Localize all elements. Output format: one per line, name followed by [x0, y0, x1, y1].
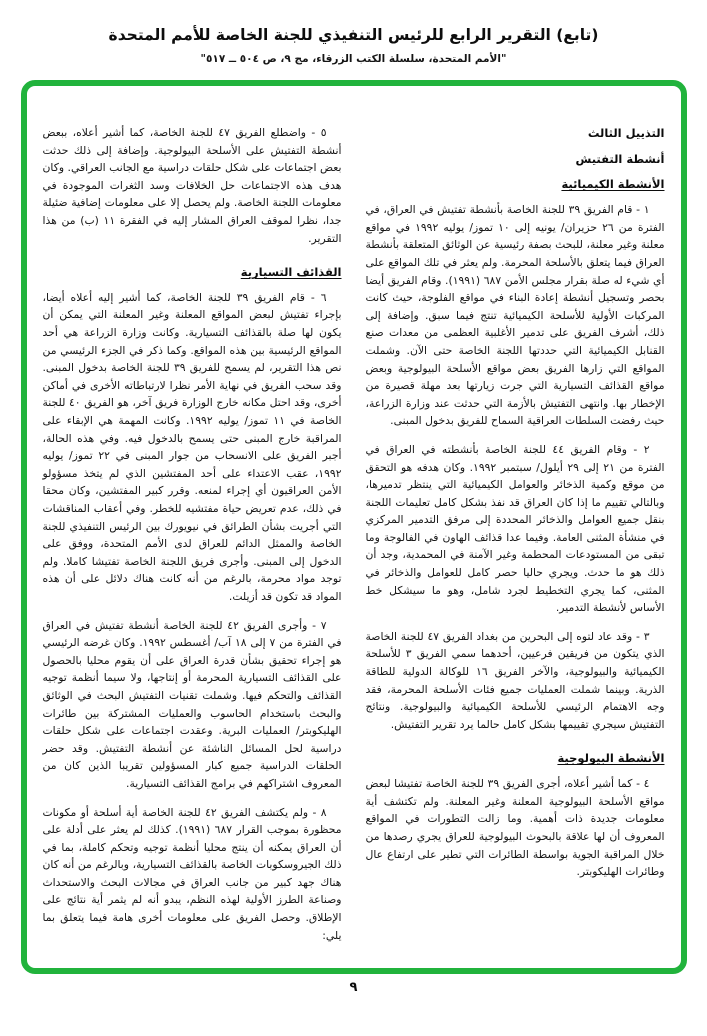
paragraph-3: ٣ - وقد عاد لتوه إلى البحرين من بغداد الفريق ٤٧ للجنة الخاصة الذي يتكون من فريقين فرعيين، أحدهما سمي الفريق ٣ للأسلحة الكيميائية والبيولوجية، والآخر الفريق ١٦ للوكالة الدولية للطاقة الذرية. وبينما شملت العمليات جميع فئات الأسلحة المحرمة، فقد وجه الاهتمام الرئيسي للأسلحة الكيميائية والبيولوجية. ونتائج التفتيش سيجري تقييمها بشكل كامل حالما يرد تقرير التفتيش. — [365, 629, 665, 731]
page-title: (تابع) التقرير الرابع للرئيس التنفيذي للجنة الخاصة للأمم المتحدة — [108, 26, 599, 44]
column-right — [366, 124, 665, 954]
paragraph-1: ١ - قام الفريق ٣٩ للجنة الخاصة بأنشطة تفتيش في العراق، في الفترة من ٢٦ حزيران/ يونيه إلى ١٠ تموز/ يوليه ١٩٩٢ في مواقع معلنة وغير معلنة، للبحث بصفة رئيسية عن الوثائق المتعلقة بأنشطة العراق فيما يتعلق بالأسلحة المحرمة. ولم يعثر في تلك المواقع على أي شيء له صلة بقرار مجلس الأمن ٦٨٧ (١٩٩١). وقام الفريق أيضا بحصر وتسجيل أنشطة إعادة البناء في مواقع الفلوجة، حيث كانت المركبات الأولية للأسلحة الكيميائية تنتج فيما سبق. وإضافة إلى ذلك، أشرف الفريق على تدمير الأغلبية العظمى من معدات صنع القنابل الكيميائية التي حددتها اللجنة الخاصة حتى الآن. وشملت المواقع التي زارها الفريق بعض مواقع الأسلحة البيولوجية وبعض مواقع القذائف التسيارية التي جرت زيارتها بعد مهلة قصيرة من الإخطار بها. وانتهى التفتيش بالأزمة التي حدثت عند وزارة الزراعة، حيث رفضت السلطات العراقية السماح للفريق بدخول المبنى. — [365, 203, 665, 428]
paragraph-6: ٦ - قام الفريق ٣٩ للجنة الخاصة، كما أشير إليه أعلاه أيضا، بإجراء تفتيش لبعض المواقع المعلنة وغير المعلنة التي يمكن أن يكون لها صلة بالقذائف التسيارية. وكانت وزارة الزراعة هي أحد المواقع الرئيسية بين هذه المواقع. وكما ذكر في الجزء الرئيسي من نص هذا التقرير، لم يسمح للفريق ٣٩ للجنة الخاصة بدخول المبنى. وقد سحب الفريق في نهاية الأمر نظرا لارتباطاته الأخرى في أماكن أخرى، وقد احتل مكانه خارج الوزارة فريق آخر، هو الفريق ٤٠ للجنة الخاصة في ١١ تموز/ يوليه ١٩٩٢. وكانت المهمة هي الإبقاء على المراقبة خارج المبنى حتى يسمح بالدخول فيه. وفي هذه الحالة، أجبر الفريق على الانسحاب من جوار المبنى في ٢٢ تموز/ يوليه ١٩٩٢، عقب الاعتداء على أحد المفتشين الذي لم يتخذ مسؤولو الأمن العراقيون أي إجراء لمنعه. وقرر كبير المفتشين، وكان محقا في ذلك، عدم تعريض حياة مفتشيه للخطر. وفي أعقاب المناقشات التي أجريت بشأن الطرائق في نيويورك بين الرئيس التنفيذي للجنة الخاصة والممثل الدائم للعراق لدى الأمم المتحدة، ووفق على الدخول إلى المبنى. وأجرى فريق اللجنة الخاصة تفتيشا كاملا. ولم توجد مواد محرمة، بالرغم من أنه كانت هناك دلائل على أن هذه المواد قد تكون قد أزيلت. — [42, 290, 342, 603]
inspection-activities-heading: أنشطة التفتيش — [575, 151, 665, 166]
column-left — [43, 124, 342, 954]
paragraph-8: ٨ - ولم يكتشف الفريق ٤٢ للجنة الخاصة أية أسلحة أو مكونات محظورة بموجب القرار ٦٨٧ (١٩٩١). كذلك لم يعثر على أدلة على أن العراق يمكنه أن ينتج محليا أنظمة توجيه وتحكم كاملة، بما في ذلك الجيروسكوبات الخاصة بالقذائف التسيارية، وبالرغم من أنه كان هناك جهد كبير من جانب العراق في مجالات البحث والاستحداث وصناعة الطرز الأولية لهذه النظم، يبدو أنه لم يثمر أية نتائج على الإطلاق. وحصل الفريق على معلومات أخرى هامة فيما يتعلق بما يلي: — [42, 805, 342, 942]
two-column-layout — [43, 124, 665, 954]
page-number: ٩ — [349, 980, 358, 995]
paragraph-4: ٤ - كما أشير أعلاه، أجرى الفريق ٣٩ للجنة الخاصة تفتيشا لبعض مواقع الأسلحة البيولوجية المعلنة وغير المعلنة. ولم تكتشف أية معلومات جديدة ذات أهمية. وما زالت التطورات في المواقع المعروف أن لها علاقة بالبحوث البيولوجية للعراق يجري رصدها من خلال المراقبة الجوية بواسطة الطائرات التي تطير على ارتفاع عال وطائرات الهليكوبتر. — [365, 777, 665, 879]
ballistic-missiles-heading: القذائف التسيارية — [240, 265, 342, 280]
paragraph-7: ٧ - وأجرى الفريق ٤٢ للجنة الخاصة أنشطة تفتيش في العراق في الفترة من ٧ إلى ١٨ آب/ أغسطس ١٩٩٢. وكان غرضه الرئيسي هو إجراء تحقيق بشأن قدرة العراق على أن يقوم محليا بالحصول على القذائف التسيارية المحرمة أو إنتاجها، ولا سيما أنظمة توجيه القذائف والتحكم فيها. وشملت تقنيات التفتيش البحث في الوثائق والبحث باستخدام الحاسوب والعمليات المشتركة بين طائرات الهليكوبتر/ العمليات البرية. وعقدت اجتماعات على شكل حلقات دراسية لحل المسائل الناشئة عن أنشطة التفتيش. وقد حضر الحلقات الدراسية جميع كبار المسؤولين تقريبا الذين كان من المعروف اشتراكهم في برامج القذائف التسيارية. — [42, 618, 342, 790]
document-header — [0, 0, 707, 65]
paragraph-5: ٥ - واضطلع الفريق ٤٧ للجنة الخاصة، كما أشير أعلاه، ببعض أنشطة التفتيش على الأسلحة البيولوجية. وإضافة إلى ذلك حدثت بعض اجتماعات على شكل حلقات دراسية مع الجانب العراقي. وكان هدف هذه الاجتماعات حل الخلافات وسد الثغرات الموجودة في معلومات اللجنة الخاصة. ولم يحصل إلا على معلومات إضافية ضئيلة جدا، نظرا لموقف العراق المشار إليه في الفقرة ١١ (ب) من هذا التقرير. — [42, 126, 342, 245]
biological-activities-heading: الأنشطة البيولوجية — [557, 751, 665, 766]
content-frame — [21, 80, 687, 974]
chemical-activities-heading: الأنشطة الكيميائية — [561, 177, 665, 192]
paragraph-2: ٢ - وقام الفريق ٤٤ للجنة الخاصة بأنشطته في العراق في الفترة من ٢١ إلى ٢٩ أيلول/ سبتمبر ١٩٩٢. وكان هدفه هو التحقق من موقع وكمية الذخائر والعوامل الكيميائية التي ينتظر تدميرها، وبالتالي تقييم ما إذا كان العراق قد نفذ بشكل كامل تعليمات اللجنة بنقل جميع العوامل والذخائر المحددة إلى مرفق التدمير المركزي في منشأة المثنى العامة. وفيما عدا قذائف الهاون في الفالوجة وما تبقى من المستودعات المحطمة وغير الآمنة في المحمدية، وجد أن ذلك هو ما حدث. ويجري حاليا حصر كامل للعوامل والذخائر في المثنى، كما يجري التخطيط لجرد شامل، وهو ما سيشكل خط الأساس لأنشطة التدمير. — [365, 442, 665, 615]
appendix-heading: التذييل الثالث — [587, 126, 665, 140]
source-citation: "الأمم المتحدة، سلسلة الكتب الزرقاء، مج ٩، ص ٥٠٤ ــ ٥١٧" — [200, 53, 507, 65]
